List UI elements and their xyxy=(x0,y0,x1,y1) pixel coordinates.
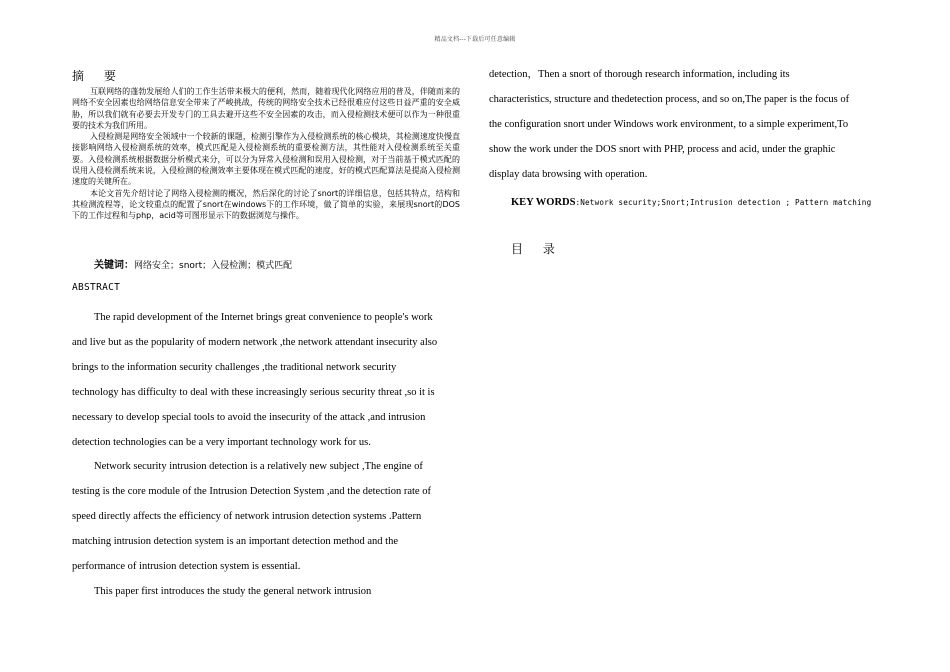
abstract-en-title: ABSTRACT xyxy=(72,282,121,293)
text-line: display data browsing with operation. xyxy=(489,168,648,180)
abstract-cn-paragraph: 互联网络的蓬勃发展给人们的工作生活带来极大的便利，然而，随着现代化网络应用的普及，伴随而来的网络不安全因素也给网络信息安全带来了严峻挑战，传统的网络安全技术已经很难应付这些日益严重的安全威胁，所以我们就有必要去开发专门的工具去避开这些不安全因素的攻击，而入侵检测技术便可以作为一种很重要的技术为我们所用。 xyxy=(72,87,460,130)
text-line: speed directly affects the efficiency of network intrusion detection systems .Pattern xyxy=(72,511,422,523)
text-line: matching intrusion detection system is an important detection method and the xyxy=(72,536,399,548)
text-line: The rapid development of the Internet brings great convenience to people's work xyxy=(94,312,433,323)
abstract-cn-body xyxy=(72,86,460,222)
text-line: show the work under the DOS snort with PHP, process and acid, under the graphic xyxy=(489,143,836,155)
abstract-cn-title: 摘 要 xyxy=(72,69,124,83)
keywords-en-values: :Network security;Snort;Intrusion detection ; Pattern matching xyxy=(575,198,872,207)
toc-title: 目 录 xyxy=(511,242,563,256)
text-line: testing is the core module of the Intrusion Detection System ,and the detection rate of xyxy=(72,486,431,498)
text-line: detection technologies can be a very important technology work for us. xyxy=(72,436,371,448)
text-line: performance of intrusion detection system is essential. xyxy=(72,561,301,573)
abstract-en-body xyxy=(72,306,467,605)
abstract-en-paragraph xyxy=(72,580,467,605)
text-line: necessary to develop special tools to avoid the insecurity of the attack ,and intrusion xyxy=(72,411,426,423)
keywords-en-label: KEY WORDS xyxy=(511,197,576,208)
text-line: and live but as the popularity of modern network ,the network attendant insecurity also xyxy=(72,336,438,348)
abstract-en-paragraph xyxy=(72,455,467,580)
text-line: detection，Then a snort of thorough research information, including its xyxy=(489,69,790,80)
abstract-cn-paragraph: 本论文首先介绍讨论了网络入侵检测的概况，然后深化的讨论了snort的详细信息，包括其特点，结构和其检测流程等，论文较重点的配置了snort在windows下的工作环境，做了简单的实验，来展现snort的DOS下的工作过程和与php，acid等可图形显示下的数据浏览与操作。 xyxy=(72,188,460,221)
text-line: Network security intrusion detection is a relatively new subject ,The engine of xyxy=(94,461,423,473)
keywords-en xyxy=(489,191,881,215)
abstract-cn-paragraph: 入侵检测是网络安全领域中一个较新的课题，检测引擎作为入侵检测系统的核心模块，其检测速度快慢直接影响网络入侵检测系统的效率，模式匹配是入侵检测系统的重要检测方法，其性能对入侵检测系统至关重要。入侵检测系统根据数据分析模式来分，可以分为异常入侵检测和误用入侵检测，对于当前基于模式匹配的误用入侵检测系统来说，入侵检测的检测效率主要体现在模式匹配的速度，好的模式匹配算法是提高入侵检测速度的关键所在。 xyxy=(72,132,460,187)
abstract-en-paragraph xyxy=(72,306,467,455)
text-line: brings to the information security challenges ,the traditional network security xyxy=(72,361,397,373)
keywords-cn xyxy=(94,256,292,271)
text-line: the configuration snort under Windows work environment, to a simple experiment,To xyxy=(489,118,849,130)
page-header: 精品文档---下载后可任意编辑 xyxy=(434,37,516,43)
keywords-cn-values: 网络安全；snort；入侵检测；模式匹配 xyxy=(134,261,293,271)
abstract-en-continuation xyxy=(489,63,884,188)
text-line: This paper first introduces the study the general network intrusion xyxy=(94,585,372,597)
text-line: characteristics, structure and thedetection process, and so on,The paper is the focus of xyxy=(489,93,850,105)
keywords-cn-label: 关键词： xyxy=(94,260,134,271)
text-line: technology has difficulty to deal with these increasingly serious security threat ,so it is xyxy=(72,386,435,398)
